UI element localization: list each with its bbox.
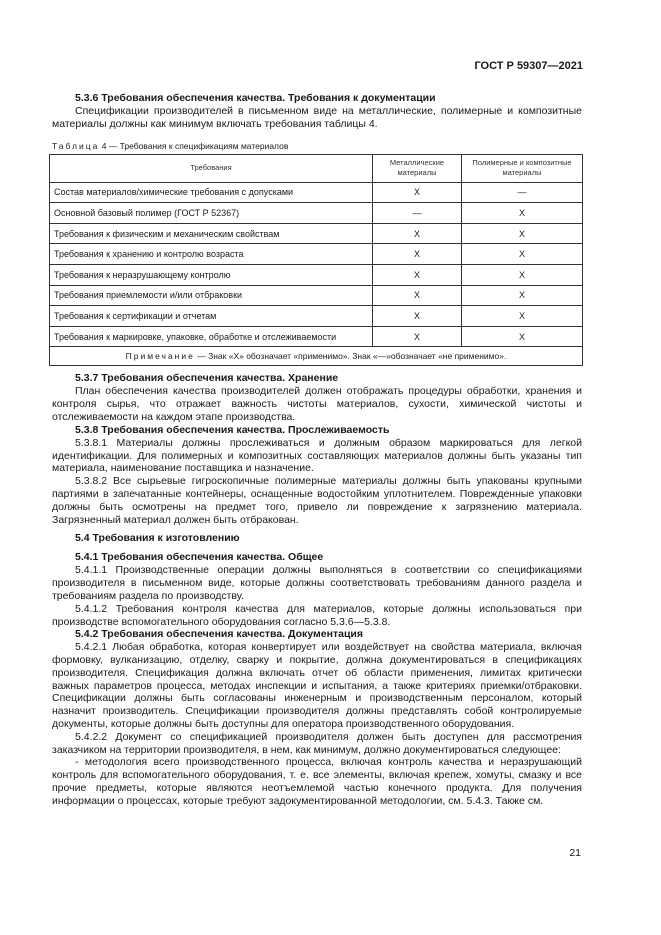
table-cell: X: [373, 182, 462, 203]
table-cell: Состав материалов/химические требования с допусками: [50, 182, 373, 203]
table-cell: X: [462, 244, 583, 265]
table-cell: Требования к хранению и контролю возраста: [50, 244, 373, 265]
table-note: [50, 347, 583, 366]
table-cell: X: [462, 326, 583, 347]
paragraph: 5.4.2.1 Любая обработка, которая конвертирует или воздействует на свойства материала, включая формовку, вулканизацию, отделку, сварку и покрытие, должна документироваться в спецификациях производителя. Спецификация должна включать отчет об области применения, лимитах критически важных параметров процесса, методах инспекции и испытания, а также критериях приемки/отбраковки. Спецификации должны быть согласованы инженерным и производственным персоналом, который назначит производитель. Спецификации производителя должны представлять собой контролируемые документы, которые должны быть доступны для оператора производственного оборудования.: [52, 641, 582, 731]
section-heading-5-3-6: 5.3.6 Требования обеспечения качества. Требования к документации: [75, 92, 436, 104]
paragraph: 5.3.8.1 Материалы должны прослеживаться и должным образом маркироваться для легкой идентификации. Для полимерных и композитных составляющих материалов должны быть указаны тип материала, наименование поставщика и назначение.: [52, 436, 582, 475]
table-cell: X: [373, 326, 462, 347]
table-caption: [52, 141, 582, 151]
paragraph: План обеспечения качества производителей должен отображать процедуры обработки, хранения и контроля сырья, что отражает важность чистоты материалов, сухости, химической чистоты и отслеживаемости на каждом этапе производства.: [52, 385, 582, 423]
table-row: [50, 203, 583, 224]
table-row: [50, 326, 583, 347]
paragraph: 5.4.2.2 Документ со спецификацией производителя должен быть доступен для рассмотрения заказчиком на территории производителя, в нем, как минимум, должно документироваться следующее:: [52, 730, 582, 756]
table-row: [50, 182, 583, 203]
table-cell: Требования приемлемости и/или отбраковки: [50, 285, 373, 306]
table-caption-text: 4 — Требования к спецификациям материалов: [99, 140, 289, 151]
table-caption-label: Таблица: [52, 140, 100, 151]
page-content: [52, 92, 582, 808]
table-note-label: Примечание: [125, 351, 195, 362]
section-heading-5-4-1: 5.4.1 Требования обеспечения качества. Общее: [75, 551, 324, 564]
table-cell: X: [462, 223, 583, 244]
table-note-text: — Знак «X» обозначает «применимо». Знак «—»обозначает «не применимо».: [194, 351, 507, 362]
paragraph: 5.3.8.2 Все сырьевые гигроскопичные полимерные материалы должны быть упакованы крупными партиями в запечатанные контейнеры, оснащенные водостойким уплотнителем. Поврежденные упаковки должны быть осмотрены на предмет того, привело ли повреждение к загрязнению материала. Загрязненный материал должен быть отбракован.: [52, 475, 582, 526]
table-cell: X: [373, 264, 462, 285]
table-row: [50, 244, 583, 265]
table-cell: X: [373, 244, 462, 265]
table-cell: X: [373, 285, 462, 306]
table-cell: X: [462, 264, 583, 285]
table-cell: Требования к неразрушающему контролю: [50, 264, 373, 285]
table-cell: X: [373, 223, 462, 244]
table-cell: X: [462, 306, 583, 327]
table-header-row: [50, 154, 583, 182]
requirements-table: [49, 154, 583, 367]
table-cell: X: [462, 285, 583, 306]
paragraph: 5.4.1.2 Требования контроля качества для материалов, которые должны использоваться при производстве вспомогательного оборудования согласно 5.3.6—5.3.8.: [52, 602, 582, 628]
table-cell: Основной базовый полимер (ГОСТ Р 52367): [50, 203, 373, 224]
table-row: [50, 223, 583, 244]
table-cell: Требования к маркировке, упаковке, обработке и отслеживаемости: [50, 326, 373, 347]
table-cell: Требования к физическим и механическим свойствам: [50, 223, 373, 244]
table-cell: X: [373, 306, 462, 327]
paragraph: Спецификации производителей в письменном виде на металлические, полимерные и композитные материалы должны как минимум включать требования таблицы 4.: [52, 105, 582, 130]
paragraph: 5.4.1.1 Производственные операции должны выполняться в соответствии со спецификациями производителя в письменном виде, которые должны соответствовать требованиям данного раздела и требованиям раздела по производству.: [52, 564, 582, 602]
section-heading-5-3-8: 5.3.8 Требования обеспечения качества. Прослеживаемость: [75, 423, 390, 436]
table-row: [50, 285, 583, 306]
page-number: 21: [569, 847, 581, 859]
section-heading-5-4-2: 5.4.2 Требования обеспечения качества. Документация: [75, 628, 363, 641]
column-header-polymer: Полимерные и композитные материалы: [462, 154, 583, 182]
section-heading-5-4: 5.4 Требования к изготовлению: [75, 532, 240, 545]
column-header-metallic: Металлические материалы: [373, 154, 462, 182]
table-row: [50, 306, 583, 327]
table-row: [50, 264, 583, 285]
table-cell: Требования к сертификации и отчетам: [50, 306, 373, 327]
table-cell: —: [373, 203, 462, 224]
table-note-row: [50, 347, 583, 366]
table-cell: —: [462, 182, 583, 203]
column-header-requirements: Требования: [50, 154, 373, 182]
document-standard-header: ГОСТ Р 59307—2021: [474, 60, 583, 72]
section-heading-5-3-7: 5.3.7 Требования обеспечения качества. Хранение: [75, 372, 339, 385]
table-cell: X: [462, 203, 583, 224]
paragraph: - методология всего производственного процесса, включая контроль качества и неразрушающий контроль для вспомогательного оборудования, т. е. все элементы, включая крепеж, хомуты, смазку и все прочие предметы, которые являются неотъемлемой частью конечного продукта. Для получения информации о процессах, которые требуют задокументированной методологии, см. 5.4.3. Также см.: [52, 756, 582, 807]
